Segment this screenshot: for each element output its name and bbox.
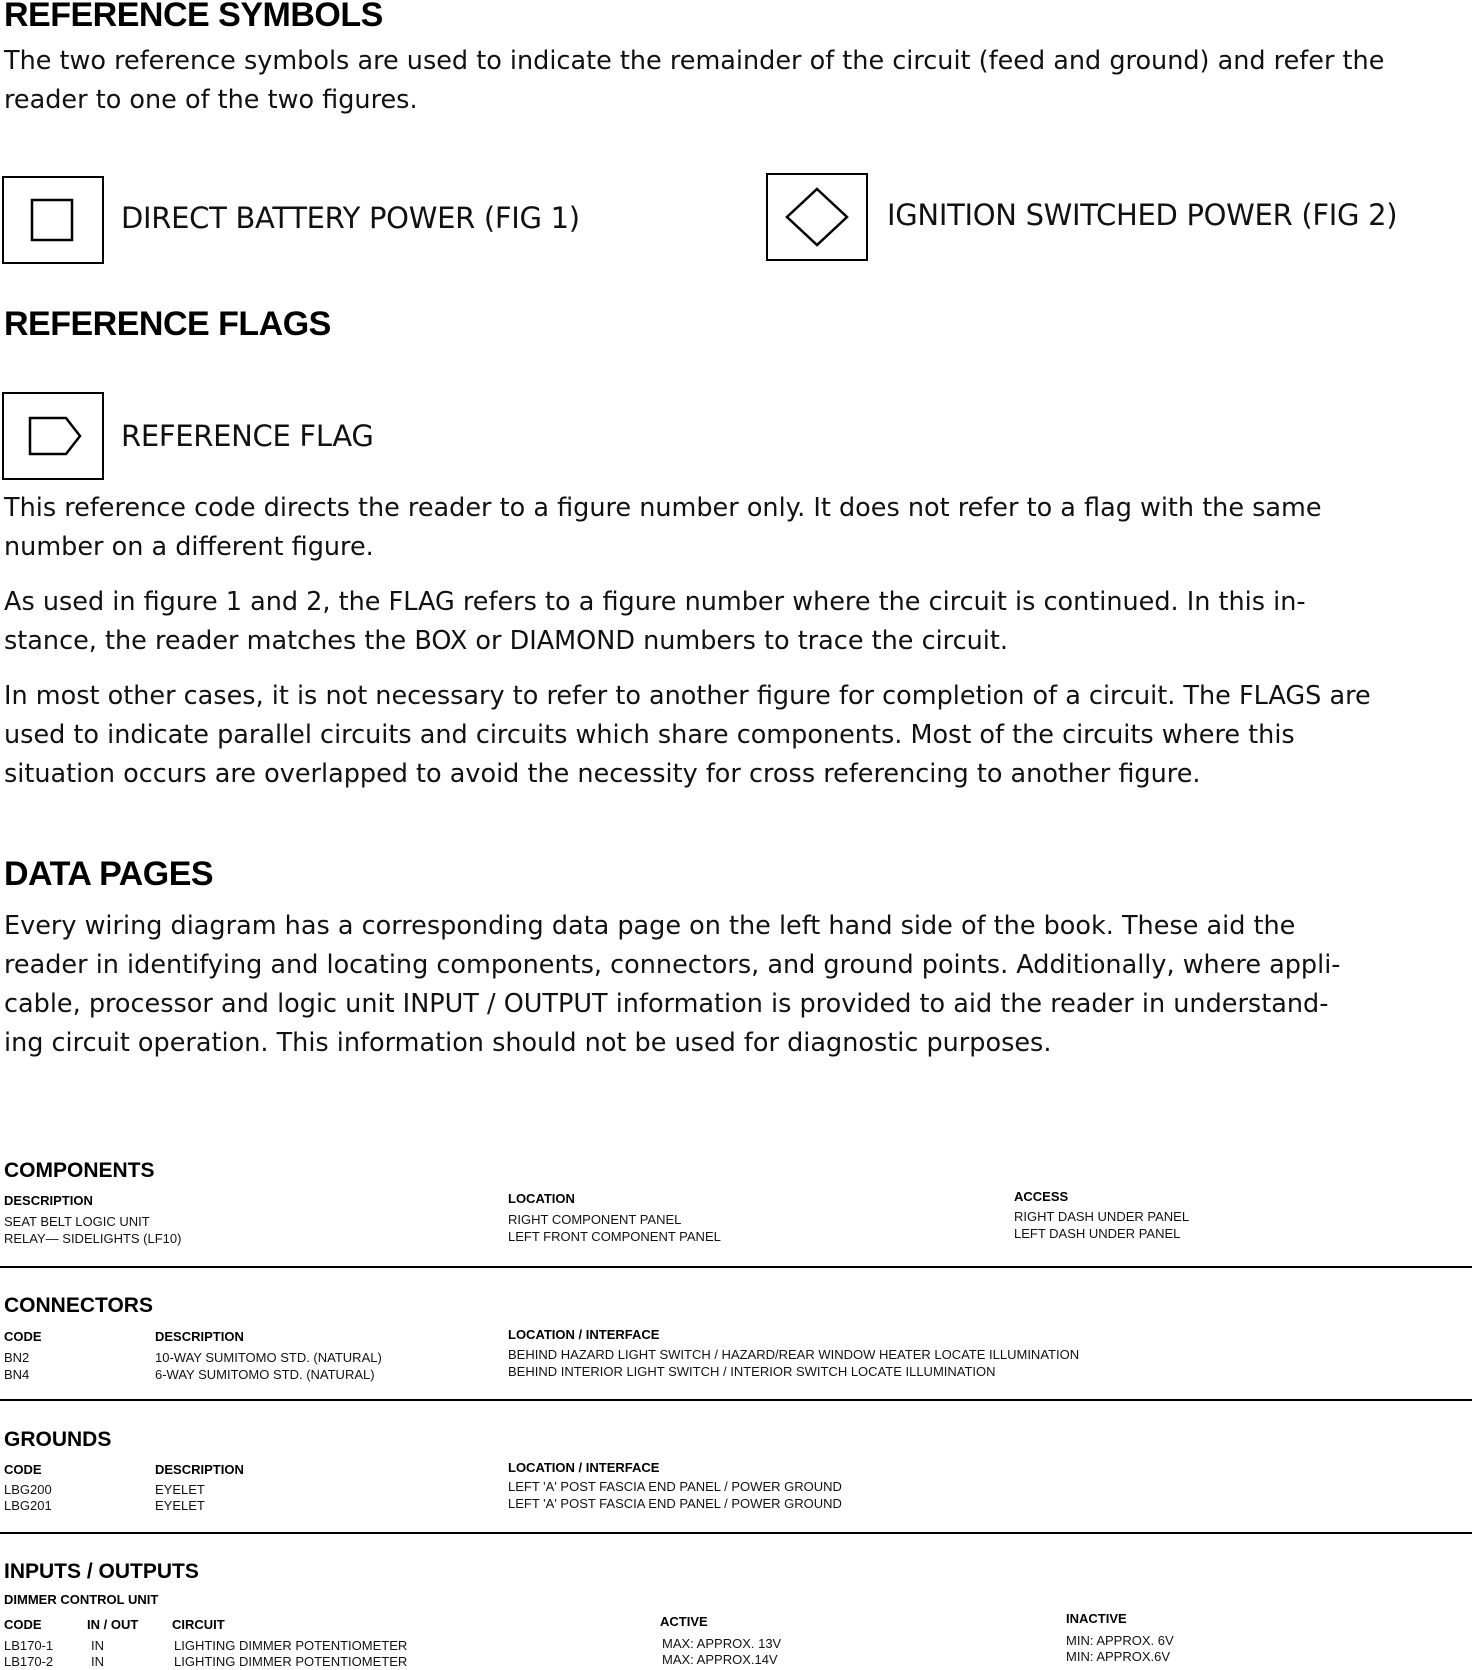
components-header-location: LOCATION	[508, 1191, 575, 1206]
reference-flags-heading: REFERENCE FLAGS	[4, 305, 331, 343]
data-pages-line-1: Every wiring diagram has a corresponding data page on the left hand side of the book. These aid the	[4, 911, 1296, 941]
components-row-2-description: RELAY— SIDELIGHTS (LF10)	[4, 1231, 182, 1246]
components-divider	[0, 1266, 1472, 1268]
data-pages-line-2: reader in identifying and locating components, connectors, and ground points. Additionally, where appli-	[4, 950, 1341, 980]
inputs-outputs-row-1-code: LB170-1	[4, 1638, 54, 1653]
components-header-description: DESCRIPTION	[4, 1193, 93, 1208]
components-row-1-access: RIGHT DASH UNDER PANEL	[1014, 1209, 1190, 1224]
components-row-1-location: RIGHT COMPONENT PANEL	[508, 1212, 682, 1227]
grounds-heading: GROUNDS	[4, 1428, 112, 1451]
inputs-outputs-row-1-circuit: LIGHTING DIMMER POTENTIOMETER	[174, 1638, 408, 1653]
inputs-outputs-unit: DIMMER CONTROL UNIT	[4, 1592, 159, 1607]
data-pages-heading: DATA PAGES	[4, 855, 214, 893]
connectors-header-location: LOCATION / INTERFACE	[508, 1327, 660, 1342]
inputs-outputs-row-1-inactive: MIN: APPROX. 6V	[1066, 1633, 1174, 1648]
inputs-outputs-row-1-active: MAX: APPROX. 13V	[662, 1636, 782, 1651]
components-row-1-description: SEAT BELT LOGIC UNIT	[4, 1214, 150, 1229]
inputs-outputs-row-2-circuit: LIGHTING DIMMER POTENTIOMETER	[174, 1654, 408, 1669]
connectors-row-2-code: BN4	[4, 1367, 30, 1382]
flag-symbol-box	[2, 392, 104, 480]
inputs-outputs-header-code: CODE	[4, 1617, 42, 1632]
grounds-divider	[0, 1532, 1472, 1534]
connectors-row-1-location: BEHIND HAZARD LIGHT SWITCH / HAZARD/REAR WINDOW HEATER LOCATE ILLUMINATION	[508, 1347, 1080, 1362]
grounds-row-2-code: LBG201	[4, 1498, 52, 1513]
connectors-row-1-description: 10-WAY SUMITOMO STD. (NATURAL)	[155, 1350, 382, 1365]
grounds-row-1-description: EYELET	[155, 1482, 205, 1497]
flags-paragraph-2-line-1: As used in figure 1 and 2, the FLAG refers to a figure number where the circuit is continued. In this in-	[4, 587, 1306, 617]
connectors-heading: CONNECTORS	[4, 1294, 153, 1317]
inputs-outputs-row-2-active: MAX: APPROX.14V	[662, 1652, 778, 1667]
grounds-row-2-location: LEFT 'A' POST FASCIA END PANEL / POWER GROUND	[508, 1496, 842, 1511]
connectors-header-description: DESCRIPTION	[155, 1329, 244, 1344]
ignition-symbol-label: IGNITION SWITCHED POWER (FIG 2)	[887, 198, 1398, 232]
connectors-row-2-location: BEHIND INTERIOR LIGHT SWITCH / INTERIOR SWITCH LOCATE ILLUMINATION	[508, 1364, 996, 1379]
reference-symbols-heading: REFERENCE SYMBOLS	[4, 0, 383, 34]
grounds-row-1-code: LBG200	[4, 1482, 52, 1497]
connectors-row-2-description: 6-WAY SUMITOMO STD. (NATURAL)	[155, 1367, 375, 1382]
diamond-symbol-icon	[768, 175, 866, 259]
square-symbol-icon	[4, 178, 102, 262]
battery-symbol-box	[2, 176, 104, 264]
data-pages-line-4: ing circuit operation. This information should not be used for diagnostic purposes.	[4, 1028, 1052, 1058]
data-pages-line-3: cable, processor and logic unit INPUT / OUTPUT information is provided to aid the reader in understand-	[4, 989, 1329, 1019]
grounds-header-description: DESCRIPTION	[155, 1462, 244, 1477]
flags-paragraph-3-line-3: situation occurs are overlapped to avoid the necessity for cross referencing to another figure.	[4, 759, 1201, 789]
inputs-outputs-header-inactive: INACTIVE	[1066, 1611, 1127, 1626]
flags-paragraph-3-line-2: used to indicate parallel circuits and circuits which share components. Most of the circuits where this	[4, 720, 1295, 750]
inputs-outputs-row-1-inout: IN	[91, 1638, 104, 1653]
flags-paragraph-1-line-2: number on a different figure.	[4, 532, 374, 562]
ignition-symbol-box	[766, 173, 868, 261]
flags-paragraph-1-line-1: This reference code directs the reader to a figure number only. It does not refer to a flag with the same	[4, 493, 1322, 523]
components-row-2-location: LEFT FRONT COMPONENT PANEL	[508, 1229, 721, 1244]
grounds-header-code: CODE	[4, 1462, 42, 1477]
inputs-outputs-row-2-inout: IN	[91, 1654, 104, 1669]
connectors-divider	[0, 1399, 1472, 1401]
inputs-outputs-row-2-code: LB170-2	[4, 1654, 54, 1669]
flags-paragraph-2-line-2: stance, the reader matches the BOX or DIAMOND numbers to trace the circuit.	[4, 626, 1008, 656]
battery-symbol-label: DIRECT BATTERY POWER (FIG 1)	[121, 201, 580, 235]
inputs-outputs-header-inout: IN / OUT	[87, 1617, 139, 1632]
inputs-outputs-heading: INPUTS / OUTPUTS	[4, 1560, 199, 1583]
inputs-outputs-header-circuit: CIRCUIT	[172, 1617, 225, 1632]
grounds-header-location: LOCATION / INTERFACE	[508, 1460, 660, 1475]
flag-symbol-label: REFERENCE FLAG	[121, 419, 374, 453]
grounds-row-1-location: LEFT 'A' POST FASCIA END PANEL / POWER GROUND	[508, 1479, 842, 1494]
components-header-access: ACCESS	[1014, 1189, 1069, 1204]
reference-symbols-intro-line-1: The two reference symbols are used to indicate the remainder of the circuit (feed and ground) and refer the	[4, 46, 1385, 76]
components-row-2-access: LEFT DASH UNDER PANEL	[1014, 1226, 1181, 1241]
connectors-row-1-code: BN2	[4, 1350, 30, 1365]
connectors-header-code: CODE	[4, 1329, 42, 1344]
flag-symbol-icon	[4, 394, 102, 478]
inputs-outputs-row-2-inactive: MIN: APPROX.6V	[1066, 1649, 1171, 1664]
flags-paragraph-3-line-1: In most other cases, it is not necessary to refer to another figure for completion of a circuit. The FLAGS are	[4, 681, 1371, 711]
grounds-row-2-description: EYELET	[155, 1498, 205, 1513]
reference-symbols-intro-line-2: reader to one of the two figures.	[4, 85, 418, 115]
inputs-outputs-header-active: ACTIVE	[660, 1614, 708, 1629]
components-heading: COMPONENTS	[4, 1159, 155, 1182]
